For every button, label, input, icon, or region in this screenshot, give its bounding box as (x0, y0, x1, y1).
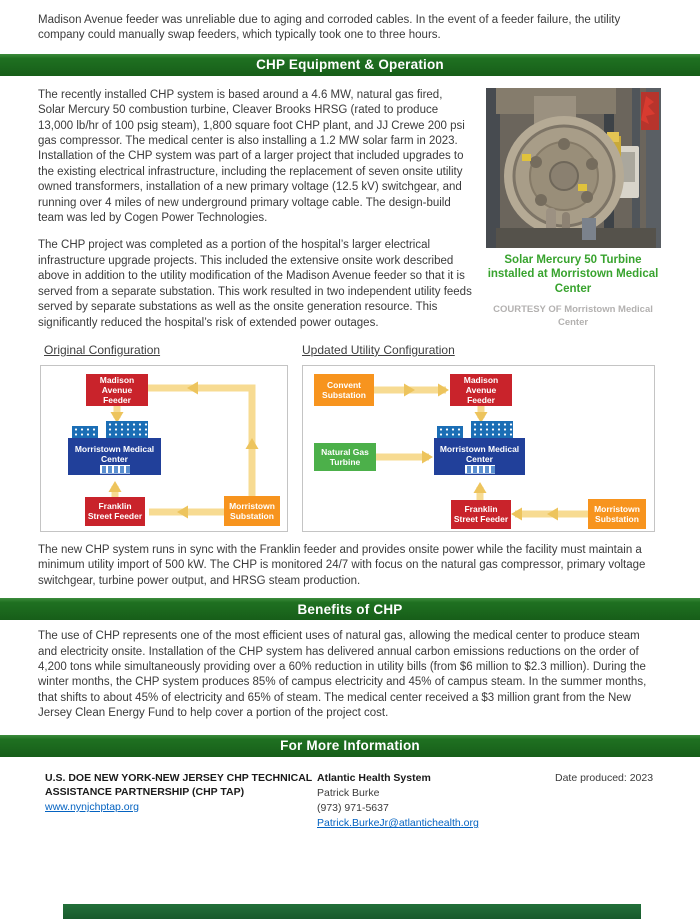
equipment-paragraph-1: The recently installed CHP system is based around a 4.6 MW, natural gas fired, Solar Mercury 50 combustion turbine, Cleaver Brooks HRSG (rated to produce 13,000 lb/hr of 100 psig steam), 1,800 square foot CHP plant, and JJ Crewe 200 psi gas compressor. The medical center is also installing a 1.2 MW solar farm in 2023. Installation of the CHP system was part of a larger project that included upgrades to the existing electrical infrastructure, including the replacement of seven onsite utility owned transformers, installation of a new primary voltage (12.5 kV) switchgear, and running over 4 miles of new underground primary voltage cable. The design-build team was led by Cogen Power Technologies. (38, 88, 465, 225)
equipment-section (38, 88, 662, 331)
footer-date-produced: Date produced: 2023 (555, 771, 654, 784)
original-configuration-title: Original Configuration (44, 342, 161, 357)
updated-configuration-title: Updated Utility Configuration (302, 342, 455, 357)
node-morristown-medical-center: Morristown Medical Center (434, 421, 525, 483)
sync-paragraph: The new CHP system runs in sync with the Franklin feeder and provides onsite power while the facility must maintain a minimum utility import of 500 kW. The CHP is monitored 24/7 with focus on the natural gas compressor, primary voltage switchgear, turbine power output, and HRSG steam production. (38, 543, 646, 587)
node-madison-avenue-feeder: Madison Avenue Feeder (450, 374, 512, 406)
node-madison-avenue-feeder: Madison Avenue Feeder (86, 374, 148, 406)
benefits-paragraph: The use of CHP represents one of the most efficient uses of natural gas, allowing the medical center to produce steam and electricity onsite. Installation of the CHP system has delivered annual carbon emissions reductions on the order of 4,200 tons while simultaneously providing over a 60% reduction in utility bills (from $6 million to $2.3 million). During the winter months, the CHP system produces 85% of campus electricity and 45% of campus steam. In the summer months, that shifts to about 45% of electricity and 65% of steam. The medical center received a $3 million grant from the New Jersey Clean Energy Fund to help cover a portion of the project cost. (38, 630, 647, 720)
footer-contact-email-link[interactable]: Patrick.BurkeJr@atlantichealth.org (317, 817, 479, 830)
bottom-accent-bar (63, 904, 641, 919)
configuration-diagrams (38, 343, 662, 533)
section-bar-equipment (0, 54, 700, 76)
section-bar-more-info-title: For More Information (280, 738, 420, 754)
footer-contact-block (45, 771, 655, 832)
building-icon (437, 426, 463, 438)
node-franklin-street-feeder: Franklin Street Feeder (451, 500, 511, 529)
building-icon (72, 426, 98, 438)
photo-column (484, 88, 662, 330)
section-bar-equipment-title: CHP Equipment & Operation (256, 57, 444, 73)
node-convent-substation: Convent Substation (314, 374, 374, 406)
footer-contact-phone: (973) 971-5637 (317, 802, 389, 814)
turbine-photo (486, 88, 661, 248)
photo-caption: Solar Mercury 50 Turbine installed at Morristown Medical Center (487, 253, 659, 295)
footer-contact-name: Patrick Burke (317, 786, 380, 799)
node-franklin-street-feeder: Franklin Street Feeder (85, 497, 145, 526)
section-bar-more-info (0, 735, 700, 757)
footer-org-url-link[interactable]: www.nynjchptap.org (45, 800, 139, 813)
footer-contact-column (317, 771, 527, 832)
building-icon (471, 421, 513, 438)
footer-org-column (45, 771, 325, 832)
node-morristown-substation: Morristown Substation (224, 496, 280, 526)
node-natural-gas-turbine: Natural Gas Turbine (314, 443, 376, 471)
footer-contact-org: Atlantic Health System (317, 771, 431, 784)
photo-credit: COURTESY OF Morristown Medical Center (493, 303, 653, 328)
footer-org-name: U.S. DOE NEW YORK-NEW JERSEY CHP TECHNICAL ASSISTANCE PARTNERSHIP (CHP TAP) (45, 771, 313, 799)
equipment-paragraph-2: The CHP project was completed as a portion of the hospital’s larger electrical infrastructure upgrade projects. This included the extensive onsite work described above in addition to the utility modification of the Madison Avenue feeder so that it is served from a separate substation. This work resulted in two independent utility feeds served by separate substations as well as the onsite generation resource. This significantly reduced the hospital’s risk of extended power outages. (38, 239, 472, 329)
building-entrance-icon (100, 465, 130, 474)
node-morristown-substation: Morristown Substation (588, 499, 646, 529)
node-morristown-medical-center: Morristown Medical Center (68, 421, 161, 483)
intro-paragraph: Madison Avenue feeder was unreliable due to aging and corroded cables. In the event of a feeder failure, the utility company could manually swap feeders, which typically took one to three hours. (38, 14, 621, 42)
updated-configuration-diagram (302, 365, 655, 532)
footer-date-column (555, 771, 653, 832)
building-entrance-icon (465, 465, 495, 474)
building-icon (106, 421, 148, 438)
original-configuration-diagram (40, 365, 288, 532)
section-bar-benefits (0, 598, 700, 620)
section-bar-benefits-title: Benefits of CHP (297, 601, 403, 617)
